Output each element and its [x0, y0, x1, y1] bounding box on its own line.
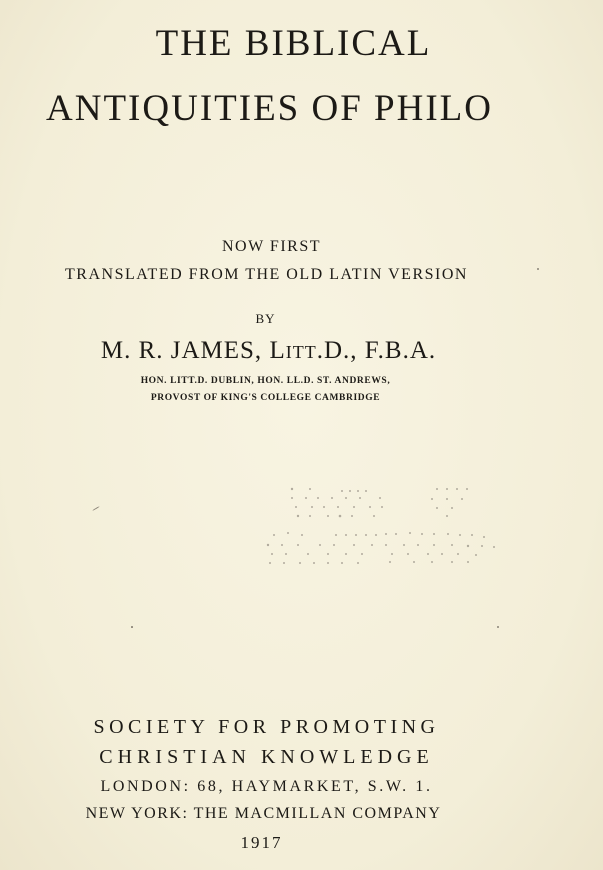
paper-speck [497, 626, 499, 628]
author-honors-line-1: HON. LITT.D. DUBLIN, HON. LL.D. ST. ANDREWS, [140, 376, 391, 386]
author-name [0, 337, 570, 365]
author-degree-smallcaps: ITT [285, 342, 317, 362]
publisher-line-2: CHRISTIAN KNOWLEDGE [99, 746, 434, 768]
author-name-text: M. R. JAMES, [100, 337, 263, 364]
author-degree-initial: L [269, 337, 286, 364]
publisher-address-london: LONDON: 68, HAYMARKET, S.W. 1. [100, 778, 433, 795]
publisher-address-new-york: NEW YORK: THE MACMILLAN COMPANY [85, 805, 442, 822]
paper-speck [92, 506, 99, 511]
byline: BY [255, 311, 276, 326]
title-line-1: THE BIBLICAL [155, 23, 432, 64]
author-degree-rest: .D., F.B.A. [316, 337, 437, 364]
subtitle-line-2: TRANSLATED FROM THE OLD LATIN VERSION [65, 266, 468, 283]
faded-library-stamp [262, 485, 502, 570]
publication-year: 1917 [240, 833, 283, 852]
subtitle-line-1: NOW FIRST [222, 238, 321, 255]
paper-speck [131, 626, 133, 628]
author-honors-line-2: PROVOST OF KING'S COLLEGE CAMBRIDGE [150, 393, 381, 403]
title-line-2: ANTIQUITIES OF PHILO [46, 88, 493, 129]
paper-speck [537, 268, 539, 270]
publisher-line-1: SOCIETY FOR PROMOTING [93, 716, 440, 738]
